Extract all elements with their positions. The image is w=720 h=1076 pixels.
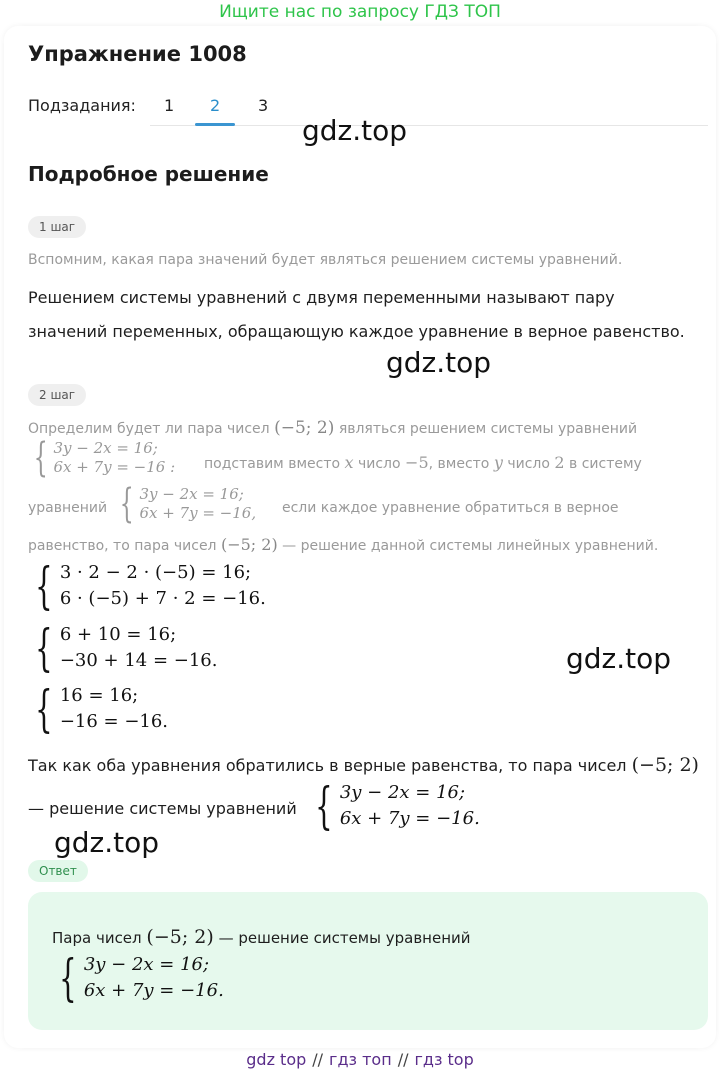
answer-text-a: Пара чисел	[52, 929, 142, 947]
pair-value: (−5; 2)	[631, 754, 699, 776]
substitution-text	[204, 453, 642, 472]
system-b-eq-2: 6x + 7y = −16,	[139, 504, 257, 522]
brace-icon: {	[119, 481, 134, 527]
calc-system-3	[28, 680, 169, 738]
brace-icon: {	[35, 557, 53, 615]
calc-system-2	[28, 619, 218, 677]
brace-icon: {	[59, 949, 77, 1007]
watermark: gdz.top	[302, 114, 408, 147]
answer-text-b: — решение системы уравнений	[218, 929, 471, 947]
system-b	[114, 481, 257, 527]
solution-heading: Подробное решение	[28, 162, 269, 186]
step-1-definition-line-2: значений переменных, обращающую каждое уравнение в верное равенство.	[28, 322, 685, 341]
pair-value: (−5; 2)	[220, 535, 278, 554]
footer-link-2[interactable]: гдз топ	[329, 1050, 392, 1069]
system-a-eq-1: 3y − 2x = 16;	[53, 439, 158, 457]
step-2-intro	[28, 418, 637, 438]
var-y: y	[493, 453, 503, 472]
system-a-eq-2: 6x + 7y = −16 :	[53, 458, 176, 476]
step-2-intro-a: Определим будет ли пара чисел	[28, 421, 270, 437]
subtask-active-indicator	[195, 123, 235, 126]
watermark: gdz.top	[54, 826, 160, 859]
calc-2-eq-2: −30 + 14 = −16.	[59, 650, 218, 671]
footer-separator: //	[397, 1050, 409, 1069]
num-2: 2	[554, 453, 565, 472]
watermark: gdz.top	[566, 642, 672, 675]
final-line-1	[28, 754, 699, 776]
footer-links	[0, 1050, 720, 1069]
concl-a: равенство, то пара чисел	[28, 538, 217, 554]
calc-1-eq-2: 6 · (−5) + 7 · 2 = −16.	[59, 588, 266, 609]
final-system	[308, 777, 480, 835]
calc-system-1	[28, 557, 266, 615]
pair-value: (−5; 2)	[274, 418, 335, 438]
answer-eq-1: 3y − 2x = 16;	[83, 954, 210, 975]
num-minus-5: −5	[405, 453, 429, 472]
calc-3-eq-2: −16 = −16.	[59, 711, 169, 732]
brace-icon: {	[33, 435, 48, 481]
answer-system	[52, 949, 224, 1007]
subst-c: , вместо	[428, 456, 490, 472]
final-eq-1: 3y − 2x = 16;	[339, 782, 466, 803]
top-banner[interactable]: Ищите нас по запросу ГДЗ ТОП	[219, 2, 501, 22]
calc-2-eq-1: 6 + 10 = 16;	[59, 624, 177, 645]
condition-text: если каждое уравнение обратиться в верное	[282, 500, 619, 516]
subst-a: подставим вместо	[204, 456, 341, 472]
concl-b: — решение данной системы линейных уравнений.	[282, 538, 659, 554]
equations-word: уравнений	[28, 500, 108, 516]
subtask-tab-1[interactable]: 1	[164, 96, 175, 115]
final-eq-2: 6x + 7y = −16.	[339, 808, 480, 829]
step-1-hint: Вспомним, какая пара значений будет являться решением системы уравнений.	[28, 252, 623, 268]
calc-3-eq-1: 16 = 16;	[59, 685, 139, 706]
pair-value: (−5; 2)	[146, 926, 214, 948]
subtask-tab-2[interactable]: 2	[210, 96, 221, 115]
step-1-badge: 1 шаг	[28, 216, 86, 238]
system-b-eq-1: 3y − 2x = 16;	[139, 485, 244, 503]
step-1-definition-line-1: Решением системы уравнений с двумя переменными называют пару	[28, 288, 615, 307]
subtasks-label: Подзадания:	[28, 96, 136, 115]
footer-link-3[interactable]: гдз top	[414, 1050, 474, 1069]
watermark: gdz.top	[386, 346, 492, 379]
subst-b: число	[357, 456, 401, 472]
var-x: x	[344, 453, 354, 472]
answer-eq-2: 6x + 7y = −16.	[83, 980, 224, 1001]
footer-link-1[interactable]: gdz top	[246, 1050, 307, 1069]
system-a	[28, 435, 176, 481]
step-2-intro-b: являться решением системы уравнений	[338, 421, 638, 437]
subst-d: число	[507, 456, 550, 472]
brace-icon: {	[35, 680, 53, 738]
final-a: Так как оба уравнения обратились в верные равенства, то пара чисел	[28, 756, 627, 775]
brace-icon: {	[315, 777, 333, 835]
subtask-tab-3[interactable]: 3	[258, 96, 269, 115]
brace-icon: {	[35, 619, 53, 677]
answer-badge: Ответ	[28, 860, 88, 882]
subst-e: в систему	[569, 456, 642, 472]
answer-text	[52, 926, 471, 948]
step-2-badge: 2 шаг	[28, 384, 86, 406]
conclusion-text	[28, 535, 658, 554]
calc-1-eq-1: 3 · 2 − 2 · (−5) = 16;	[59, 562, 252, 583]
exercise-title: Упражнение 1008	[28, 42, 247, 66]
final-b: — решение системы уравнений	[28, 799, 297, 818]
footer-separator: //	[312, 1050, 324, 1069]
